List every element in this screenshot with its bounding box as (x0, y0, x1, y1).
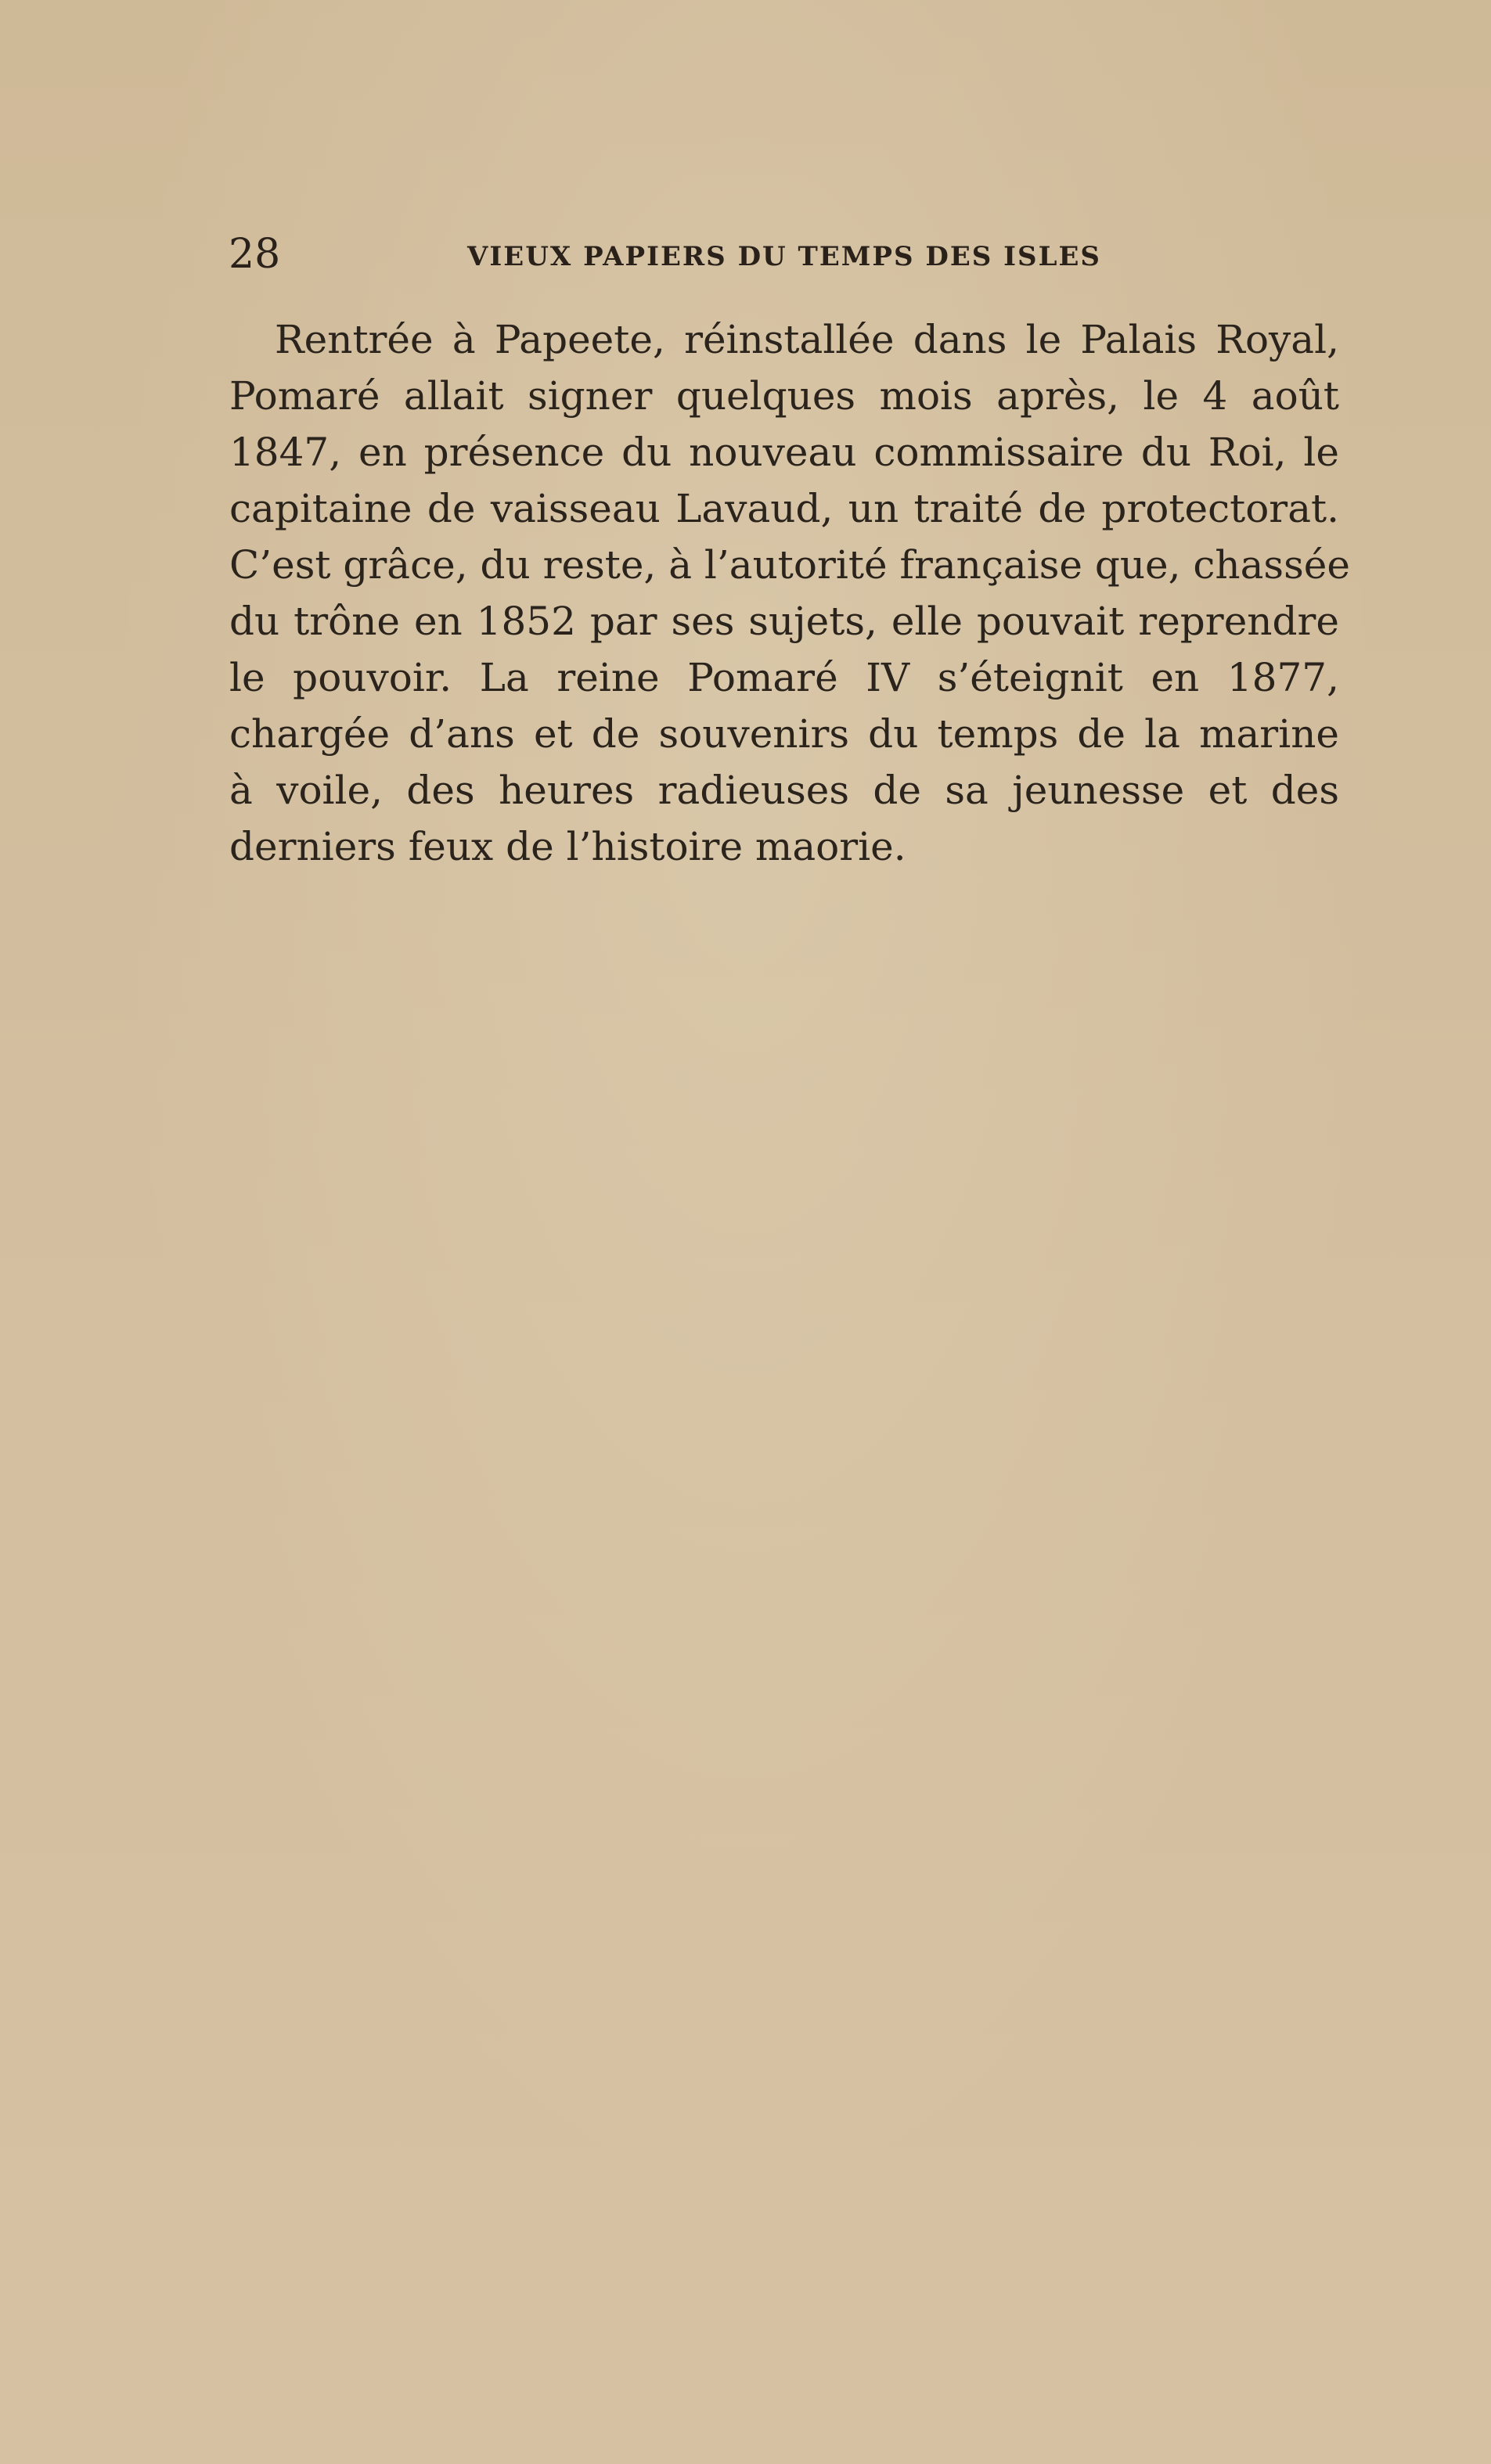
text-line: le pouvoir. La reine Pomaré IV s’éteignit en 1877, (229, 655, 1339, 700)
text-line: à voile, des heures radieuses de sa jeunesse et des (229, 768, 1339, 813)
text-line: capitaine de vaisseau Lavaud, un traité de protectorat. (229, 486, 1339, 531)
text-line: du trône en 1852 par ses sujets, elle pouvait reprendre (229, 599, 1339, 644)
body-paragraph (229, 311, 1350, 875)
running-title: VIEUX PAPIERS DU TEMPS DES ISLES (467, 241, 1101, 272)
text-line: derniers feux de l’histoire maorie. (229, 824, 906, 869)
text-line: Rentrée à Papeete, réinstallée dans le Palais Royal, (275, 317, 1339, 362)
page-number: 28 (229, 231, 281, 278)
text-line: Pomaré allait signer quelques mois après, le 4 août (229, 373, 1339, 419)
text-line: C’est grâce, du reste, à l’autorité française que, chassée (229, 542, 1350, 588)
text-line: chargée d’ans et de souvenirs du temps de la marine (229, 711, 1339, 757)
text-line: 1847, en présence du nouveau commissaire du Roi, le (229, 430, 1339, 475)
running-head (229, 227, 1340, 282)
